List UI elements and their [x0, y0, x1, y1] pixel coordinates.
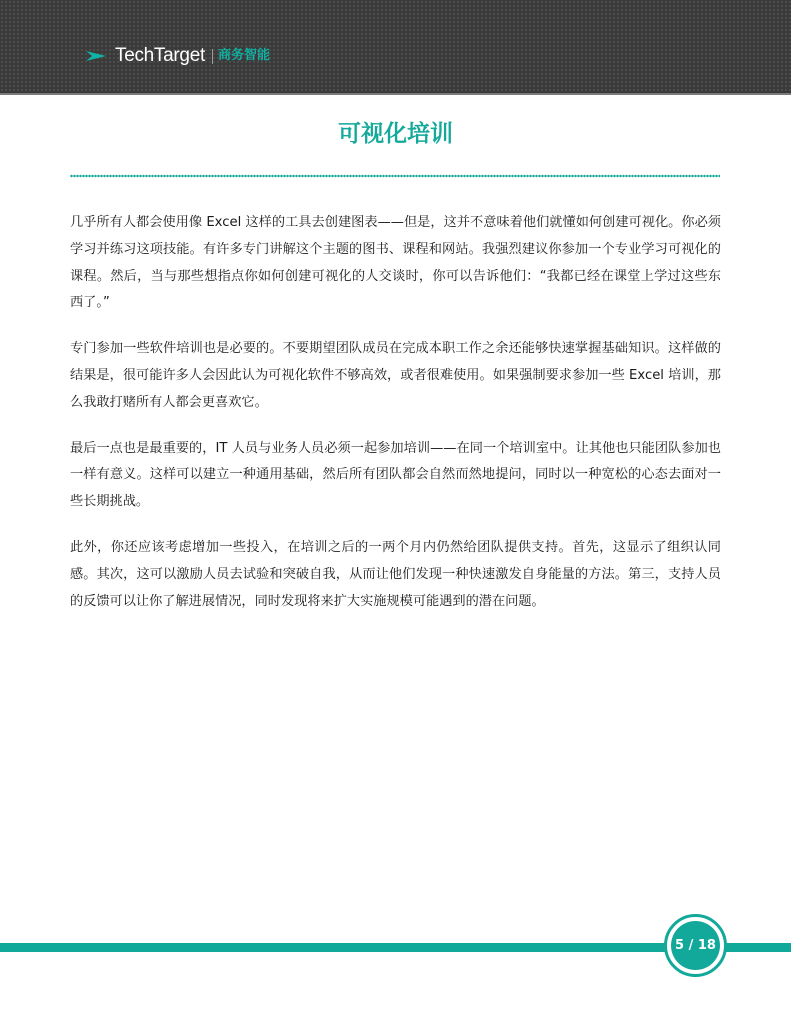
techtarget-logo [86, 44, 270, 68]
sub-brand-name: 商务智能 [217, 48, 270, 63]
page-number-badge [664, 914, 727, 977]
arrow-icon [86, 49, 108, 63]
paragraph-2: 专门参加一些软件培训也是必要的。不要期望团队成员在完成本职工作之余还能够快速掌握基础知识。这样做的结果是，很可能许多人会因此认为可视化软件不够高效，或者很难使用。如果强制要求参加一些 Excel 培训，那么我敢打赌所有人都会更喜欢它。 [70, 341, 721, 410]
dotted-divider [70, 174, 720, 178]
logo-divider [212, 49, 213, 64]
page-title: 可视化培训 [338, 121, 453, 147]
paragraph-1: 几乎所有人都会使用像 Excel 这样的工具去创建图表——但是，这并不意味着他们就懂如何创建可视化。你必须学习并练习这项技能。有许多专门讲解这个主题的图书、课程和网站。我强烈建议你参加一个专业学习可视化的课程。然后，当与那些想指点你如何创建可视化的人交谈时，你可以告诉他们：“我都已经在课堂上学过这些东西了。” [70, 215, 721, 311]
paragraph-4: 此外，你还应该考虑增加一些投入，在培训之后的一两个月内仍然给团队提供支持。首先，这显示了组织认同感。其次，这可以激励人员去试验和突破自我，从而让他们发现一种快速激发自身能量的方法。第三，支持人员的反馈可以让你了解进展情况，同时发现将来扩大实施规模可能遇到的潜在问题。 [70, 539, 721, 609]
page-number: 5 / 18 [671, 921, 720, 970]
brand-name: TechTarget [115, 45, 205, 66]
page-header [0, 0, 791, 95]
article-body [70, 210, 721, 634]
paragraph-3: 最后一点也是最重要的，IT 人员与业务人员必须一起参加培训——在同一个培训室中。让其他也只能团队参加也一样有意义。这样可以建立一种通用基础，然后所有团队都会自然而然地提问，同时以一种宽松的心态去面对一些长期挑战。 [70, 440, 721, 510]
